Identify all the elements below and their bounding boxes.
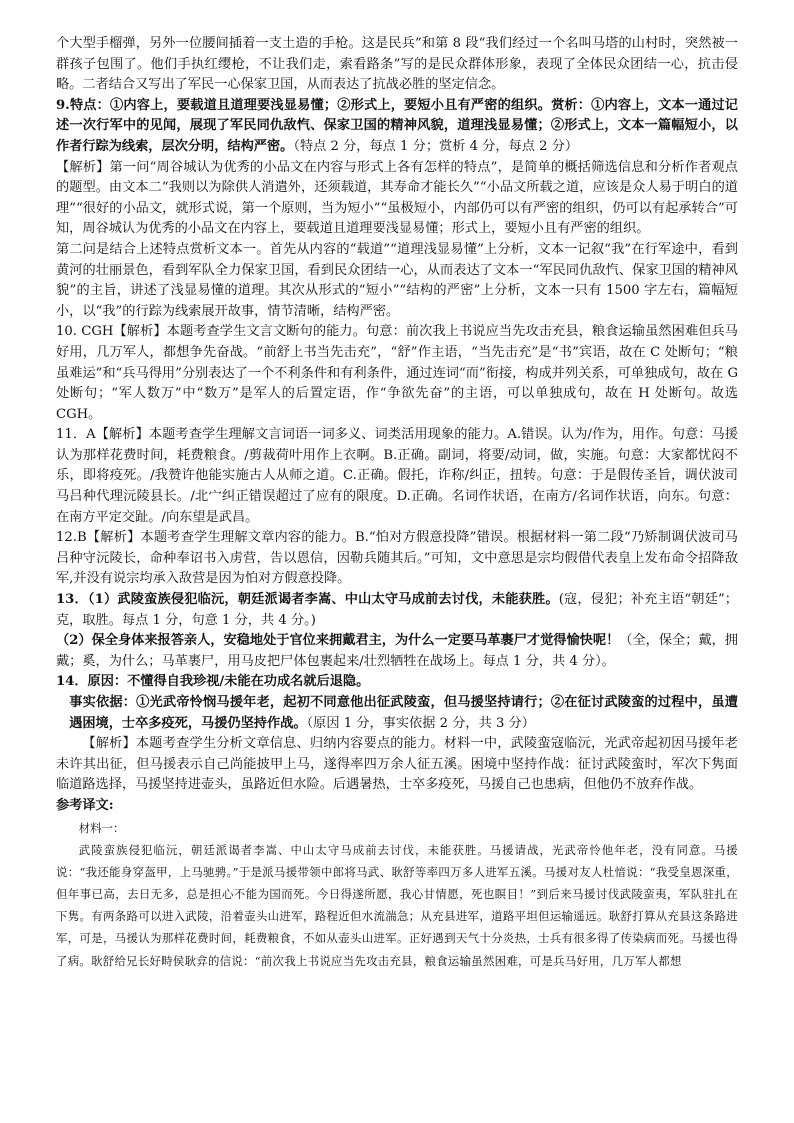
translation-body: 武陵蛮族侵犯临沅，朝廷派谒者李嵩、中山太守马成前去讨伐，未能获胜。马援请战，光武帝怜他年老，没有同意。马援说：“我还能身穿盔甲，上马驰骋。”于是派马援带领中郎将马武、耿舒等率四万多人进军五溪。马援对友人杜愔说：“我受皇恩深重，但年事已高，去日无多，总是担心不能为国而死。今日得遂所愿，我心甘情愿，死也瞑目！”到后来马援讨伐武陵蛮夷，军队驻扎在下隽。有两条路可以进入武陵，沿着壶头山进军，路程近但水流湍急；从充县进军，道路平坦但运输遥远。耿舒打算从充县这条路进军，可是，马援认为那样花费时间，耗费粮食，不如从壶头山进军。正好遇到天气十分炎热，士兵有很多得了传染病而死。马援也得了病。耿舒给兄长好畤侯耿弇的信说：“前次我上书说应当先攻击充县，粮食运输虽然困难，可是兵马好用，几万军人都想 [56, 842, 738, 968]
q9-analysis-2: 第二问是结合上述特点赏析文本一。首先从内容的“载道”“道理浅显易懂”上分析，文本一记叙“我”在行军途中，看到黄河的壮丽景色，看到军队全力保家卫国，看到民众团结一心，从而表达了文本一“军民同仇敌忾、保家卫国的精神风貌”的主旨，讲述了浅显易懂的道理。其次从形式的“短小”“结构的严密”上分析，文本一只有 1500 字左右，篇幅短小，以“我”的行踪为线索展开故事，情节清晰，结构严密。 [56, 241, 738, 319]
q13-part1-note: (寇，侵犯；补充主语“朝廷”；克，取胜。每点 1 分，句意 1 分，共 4 分。) [56, 592, 738, 628]
q9-answer [56, 96, 738, 158]
q13-part1-text: 13．（1）武陵蛮族侵犯临沅，朝廷派谒者李嵩、中山太守马成前去讨伐，未能获胜。 [56, 592, 559, 608]
q14-analysis: 【解析】本题考查学生分析文章信息、归纳内容要点的能力。材料一中，武陵蛮寇临沅，光武帝起初因马援年老未许其出征，但马援表示自己尚能披甲上马，遂得率四万余人征五溪。困境中坚持作战：征讨武陵蛮时，军次下隽面临道路选择，马援坚持进壶头，虽路近但水险。后遇暑热，士卒多疫死，马援自己也患病，但他仍不放弃作战。 [56, 736, 738, 793]
q13-part2 [56, 631, 738, 672]
translation-heading: 参考译文: [56, 797, 114, 813]
continuation-paragraph: 个大型手榴弹，另外一位腰间插着一支土造的手枪。这是民兵”和第 8 段“我们经过一个名叫马塔的山村时，突然被一群孩子包围了。他们手执红缨枪，不让我们走，索看路条”写的是民众群体形象，表现了全体民众团结一心，抗击侵略。二者结合又写出了军民一心保家卫国，从而表达了抗战必胜的坚定信念。 [56, 36, 738, 93]
q9-answer-text: 9.特点：①内容上，要载道且道理要浅显易懂；②形式上，要短小且有严密的组织。赏析：①内容上，文本一通过记述一次行军中的见闻，展现了军民同仇敌忾、保家卫国的精神风貌，道理浅显易懂；②形式上，文本一篇幅短小，以作者行踪为线索，层次分明，结构严密。 [56, 97, 738, 154]
q9-score: （特点 2 分，每点 1 分；赏析 4 分，每点 2 分） [293, 138, 579, 154]
q13-part1 [56, 590, 738, 631]
q14-facts-text: 事实依据：①光武帝怜悯马援年老，起初不同意他出征武陵蛮，但马援坚持请行；②在征讨武陵蛮的过程中，虽遭遇困境，士卒多疫死，马援仍坚持作战。 [69, 695, 738, 731]
q14-score: （原因 1 分，事实依据 2 分，共 3 分） [306, 715, 535, 731]
q10-answer: 10. CGH【解析】本题考查学生文言文断句的能力。句意：前次我上书说应当先攻击充县，粮食运输虽然困难但兵马好用，几万军人，都想争先奋战。“前舒上书当先击充”，“舒”作主语，“当先击充”是“书”宾语，故在 C 处断句；“粮虽难运”和“兵马得用”分别表达了一个不利条件和有利条件，通过连词“而”衔接，构成并列关系，可单独成句，故在 G 处断句；“军人数万”中“数万”是军人的后置定语，作“争欲先奋”的主语，可以单独成句，故在 H 处断句。故选 CGH。 [56, 324, 738, 422]
q13-part2-note: （全，保全；戴，拥戴；奚，为什么；马革裹尸，用马皮把尸体包裹起来/壮烈牺牲在战场上。每点 1 分，共 4 分）。 [56, 633, 738, 669]
q14-facts [56, 693, 738, 734]
q12-answer: 12.B【解析】本题考查学生理解文章内容的能力。B.“怕对方假意投降”错误。根据材料一第二段“乃矫制调伏波司马吕种守沅陵长，命种奉诏书入虏营，告以恩信，因勒兵随其后。”可知，文中意思是宗均假借代表皇上发布命令招降敌军,并没有说宗均承入敌营是因为怕对方假意投降。 [56, 530, 738, 587]
q11-answer: 11．A【解析】本题考查学生理解文言词语一词多义、词类活用现象的能力。A.错误。认为/作为，用作。句意：马援认为那样花费时间，耗费粮食。/剪裁荷叶用作上衣啊。B.正确。副词，将要/动词，做，实施。句意：大家都忧闷不乐，即将疫死。/我赞许他能实施古人从师之道。C.正确。假托，诈称/纠正，扭转。句意：于是假传圣旨，调伏波司马吕种代理沅陵县长。/北宀纠正错误超过了应有的限度。D.正确。名词作状语，在南方/名词作状语，向东。句意：在南方平定交趾。/向东望是武昌。 [56, 427, 738, 525]
translation-material-label: 材料一： [78, 820, 125, 835]
q9-analysis-1: 【解析】第一问“周谷城认为优秀的小品文在内容与形式上各有怎样的特点”，是简单的概括筛选信息和分析作者观点的题型。由文本二“我则以为除供人消遣外，还须载道，其寿命才能长久”“小品文所载之道，应该是众人易于明白的道理”“很好的小品文，就形式说，第一个原则，当为短小”“虽极短小，内部仍可以有严密的组织，仍可以有起承转合”可知，周谷城认为优秀的小品文在内容上，要载道且道理要浅显易懂；形式上，要短小且有严密的组织。 [56, 159, 738, 237]
q13-part2-text: （2）保全身体来报答亲人，安稳地处于官位来拥戴君主，为什么一定要马革裹尸才觉得愉快呢！ [56, 633, 620, 649]
q14-reason: 14．原因：不懂得自我珍视/未能在功成名就后退隐。 [56, 674, 370, 690]
